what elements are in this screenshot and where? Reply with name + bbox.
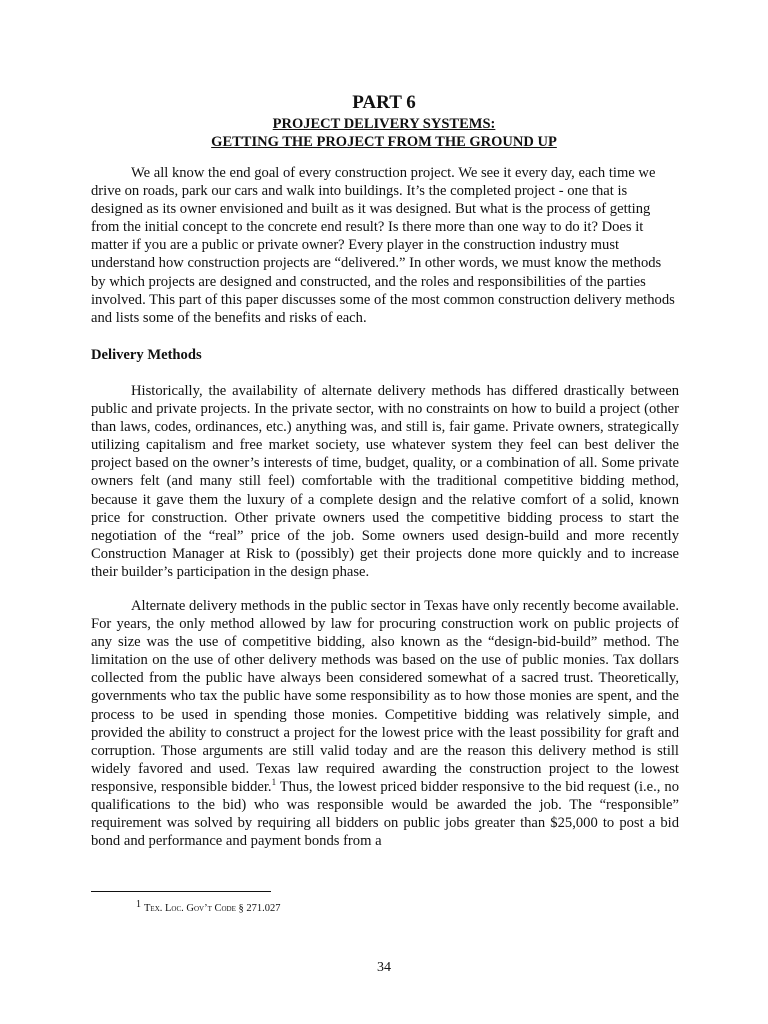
footnote-text: Tex. Loc. Gov’t Code § 271.027	[144, 903, 281, 914]
footnote	[136, 898, 281, 916]
intro-paragraph	[91, 164, 679, 327]
body-paragraph-2	[91, 597, 679, 850]
footnote-separator	[91, 891, 271, 892]
subtitle-line-1: PROJECT DELIVERY SYSTEMS:	[272, 116, 496, 132]
paragraph-2-text-b: Thus, the lowest priced bidder responsive to the bid request (i.e., no qualifications to the bid) who was responsible would be awarded the job. The “responsible” requirement was solved by requiring all bidders on public jobs greater than $25,000 to post a bid bond and performance and payment bonds from a	[91, 778, 679, 850]
paragraph-1-text: Historically, the availability of alternate delivery methods has differed drastically between public and private projects. In the private sector, with no constraints on how to build a project (other than laws, codes, ordinances, etc.) anything was, and still is, fair game. Private owners, strategically utilizing capitalism and free market society, use whatever system they feel can best deliver the project based on the owner’s interests of time, budget, quality, or a combination of all. Some private owners felt (and many still feel) comfortable with the traditional competitive bidding method, because it gave them the luxury of a complete design and the relative comfort of a solid, known price for construction. Other private owners used the competitive bidding process to start the negotiation of the “real” price of the job. Some owners used design-build and more recently Construction Manager at Risk to (possibly) get their projects done more quickly and to increase their builder’s participation in the design phase.	[91, 383, 679, 580]
section-heading: Delivery Methods	[91, 347, 202, 363]
subtitle-line-2: GETTING THE PROJECT FROM THE GROUND UP	[211, 134, 557, 150]
footnote-reference: 1	[271, 776, 277, 787]
intro-text: We all know the end goal of every construction project. We see it every day, each time we drive on roads, park our cars and walk into buildings. It’s the completed project - one that is designed as its owner envisioned and built as it was designed. But what is the process of getting from the initial concept to the concrete end result? Is there more than one way to do it? Does it matter if you are a public or private owner? Every player in the construction industry must understand how construction projects are “delivered.” In other words, we must know the methods by which projects are designed and constructed, and the roles and responsibilities of the parties involved. This part of this paper discusses some of the most common construction delivery methods and lists some of the benefits and risks of each.	[91, 165, 675, 326]
footnote-marker: 1	[136, 899, 141, 910]
paragraph-2-text-a: Alternate delivery methods in the public sector in Texas have only recently become available. For years, the only method allowed by law for procuring construction work on public projects of any size was the use of competitive bidding, also known as the “design-bid-build” method. The limitation on the use of other delivery methods was based on the use of public monies. Tax dollars collected from the public have always been considered somewhat of a sacred trust. Theoretically, governments who tax the public have some responsibility as to how those monies are spent, and the process to be used in spending those monies. Competitive bidding was relatively simple, and provided the ability to construct a project for the lowest price with the least possibility for graft and corruption. Those arguments are still valid today and are the reason this delivery method is still widely favored and used. Texas law required awarding the construction project to the lowest responsive, responsible bidder.	[91, 598, 679, 795]
part-title: PART 6	[352, 92, 416, 113]
page-number: 34	[377, 960, 391, 975]
body-paragraph-1	[91, 382, 679, 581]
